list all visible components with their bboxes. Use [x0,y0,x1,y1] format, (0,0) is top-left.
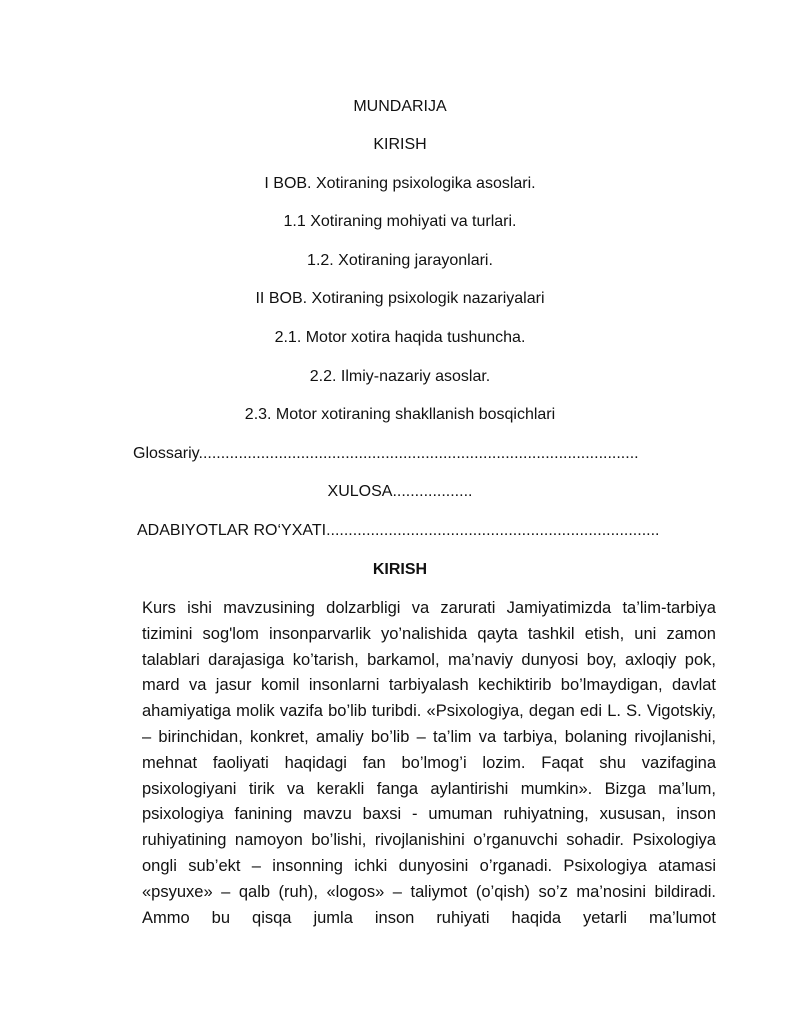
body-paragraph: Kurs ishi mavzusining dolzarbligi va zarurati Jamiyatimizda ta’lim-tarbiya tizimini sog'lom insonparvarlik yo’nalishida qayta tashkil etish, uni zamon talablari darajasiga ko’tarish, barkamol, ma’naviy dunyosi boy, axloqiy pok, mard va jasur komil insonlarni tarbiyalash kechiktirib bo’lmaydigan, davlat ahamiyatiga molik vazifa bo’lib turibdi. «Psixologiya, degan edi L. S. Vigotskiy, – birinchidan, konkret, amaliy bo’lib – ta’lim va tarbiya, bolaning rivojlanishi, mehnat faoliyati haqidagi fan bo’lmog’i lozim. Faqat shu vazifagina psixologiyani tirik va kerakli fanga aylantirishi mumkin». Bizga ma’lum, psixologiya fanining mavzu baxsi - umuman ruhiyatning, xususan, inson ruhiyatining namoyon bo’lishi, rivojlanishini o’rganuvchi sohadir. Psixologiya ongli sub’ekt – insonning ichki dunyosini o’rganadi. Psixologiya atamasi «psyuxe» – qalb (ruh), «logos» – taliymot (o’qish) so’z ma’nosini bildiradi. Ammo bu qisqa jumla inson ruhiyati haqida yetarli ma’lumot [142,599,716,927]
toc-item-2-2: 2.2. Ilmiy-nazariy asoslar. [309,368,491,385]
toc-item-kirish: KIRISH [373,136,427,153]
section-body [142,596,716,931]
toc-item-bob2: II BOB. Xotiraning psixologik nazariyalari [255,290,545,307]
toc-title: MUNDARIJA [353,98,447,115]
toc-item-xulosa: XULOSA.................. [327,483,473,500]
toc-item-1-1: 1.1 Xotiraning mohiyati va turlari. [283,213,517,230]
toc-item-bob1: I BOB. Xotiraning psixologika asoslari. [264,175,536,192]
toc-item-glossary: Glossariy................................................................................................... [133,445,639,462]
toc-item-1-2: 1.2. Xotiraning jarayonlari. [307,252,493,269]
toc-item-adabiyotlar: ADABIYOTLAR RO‘YXATI........................................................................... [137,522,660,539]
toc-item-2-3: 2.3. Motor xotiraning shakllanish bosqichlari [244,406,556,423]
toc-item-2-1: 2.1. Motor xotira haqida tushuncha. [274,329,526,346]
section-heading: KIRISH [372,561,428,578]
